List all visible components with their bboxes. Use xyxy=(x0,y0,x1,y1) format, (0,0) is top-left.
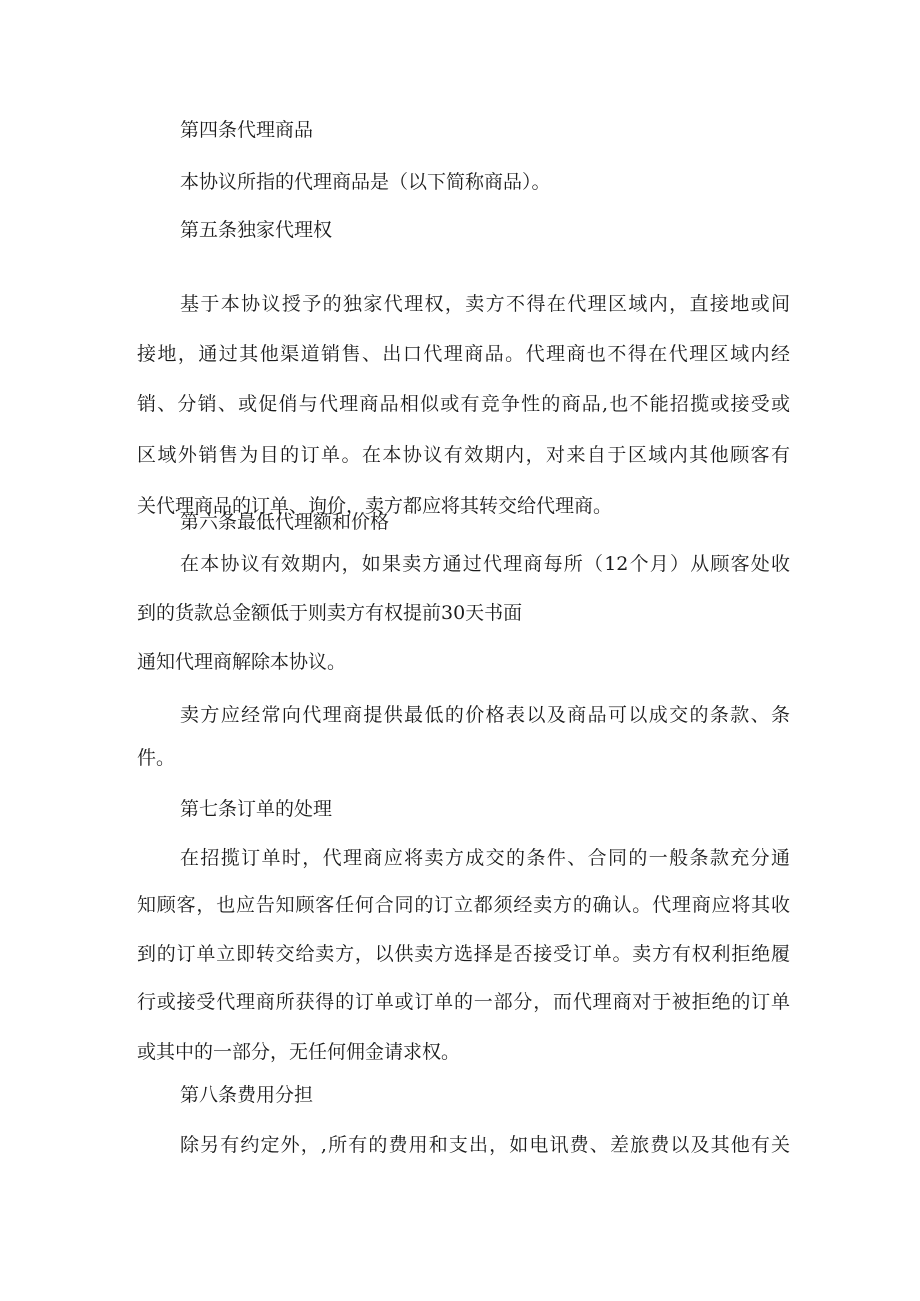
article-6-text-line: 到的货款总金额低于则卖方有权提前30天书面 xyxy=(137,602,523,624)
article-7-text-line: 到的订单立即转交给卖方，以供卖方选择是否接受订单。卖方有权利拒绝履 xyxy=(137,943,790,965)
article-6-text-line: 通知代理商解除本协议。 xyxy=(137,651,347,673)
article-7-text-line: 或其中的一部分，无任何佣金请求权。 xyxy=(137,1041,461,1063)
article-7-text-line: 行或接受代理商所获得的订单或订单的一部分，而代理商对于被拒绝的订单 xyxy=(137,991,790,1013)
article-6-text-line: 件。 xyxy=(137,747,176,769)
article-5-heading: 第五条独家代理权 xyxy=(180,219,333,241)
article-6-text-line: 在本协议有效期内，如果卖方通过代理商每所（12个月）从顾客处收 xyxy=(180,553,790,575)
article-7-heading: 第七条订单的处理 xyxy=(180,798,333,820)
article-8-heading: 第八条费用分担 xyxy=(180,1084,314,1106)
article-5-text-line: 关代理商品的订单、询价，卖方都应将其转交给代理商。 xyxy=(137,495,613,517)
article-5-text-line: 销、分销、或促俏与代理商品相似或有竞争性的商品,也不能招揽或接受或 xyxy=(137,393,790,415)
article-4-heading: 第四条代理商品 xyxy=(180,119,314,141)
article-6-heading: 第六条最低代理额和价格 xyxy=(180,511,390,533)
article-5-text-line: 基于本协议授予的独家代理权，卖方不得在代理区域内，直接地或间 xyxy=(180,293,790,315)
article-8-text-line: 除另有约定外，,所有的费用和支出，如电讯费、差旅费以及其他有关 xyxy=(180,1134,790,1156)
article-5-text-line: 区域外销售为目的订单。在本协议有效期内，对来自于区域内其他顾客有 xyxy=(137,444,790,466)
article-7-text-line: 知顾客，也应告知顾客任何合同的订立都须经卖方的确认。代理商应将其收 xyxy=(137,894,790,916)
article-6-text-line: 卖方应经常向代理商提供最低的价格表以及商品可以成交的条款、条 xyxy=(180,704,790,726)
article-5-text-line: 接地，通过其他渠道销售、出口代理商品。代理商也不得在代理区域内经 xyxy=(137,343,790,365)
article-4-text-line: 本协议所指的代理商品是（以下简称商品）。 xyxy=(180,171,551,193)
article-7-text-line: 在招揽订单时，代理商应将卖方成交的条件、合同的一般条款充分通 xyxy=(180,847,790,869)
